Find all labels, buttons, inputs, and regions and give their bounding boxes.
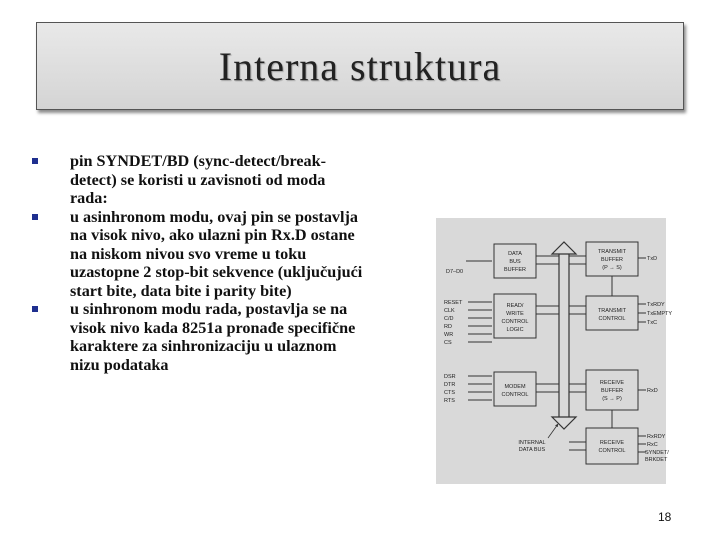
pin-syndet-label: SYNDET/ bbox=[645, 450, 669, 456]
pin-cts-label: CTS bbox=[444, 390, 455, 396]
pin-reset-label: RESET bbox=[444, 300, 463, 306]
pin-rd-label: RD bbox=[444, 324, 452, 330]
transmit-buffer-label-2: BUFFER bbox=[601, 257, 623, 263]
receive-buffer-label-3: (S → P) bbox=[602, 396, 622, 402]
pin-data-label: D7–D0 bbox=[446, 269, 464, 275]
internal-bus-label-2: DATA BUS bbox=[518, 447, 546, 453]
pin-rxd-label: RxD bbox=[647, 388, 658, 394]
pin-wr-label: WR bbox=[444, 332, 454, 338]
data-bus-buffer-label-1: DATA bbox=[508, 251, 522, 257]
page-number: 18 bbox=[658, 510, 672, 524]
title-box bbox=[36, 22, 684, 110]
bullet-item bbox=[26, 300, 366, 374]
bullet-text: u asinhronom modu, ovaj pin se postavlja na visok nivo, ako ulazni pin Rx.D ostane na niskom nivou svo vreme u toku uzastopne 2 stop-bit sekvence (uključujući start bite, data bite i parity bite) bbox=[70, 207, 363, 300]
transmit-control-label-1: TRANSMIT bbox=[597, 308, 627, 314]
pin-txrdy-label: TxRDY bbox=[647, 302, 665, 308]
internal-bus-label-1: INTERNAL bbox=[518, 440, 546, 446]
pin-txc-label: TxC bbox=[647, 320, 658, 326]
bullet-text: u sinhronom modu rada, postavlja se na visok nivo kada 8251a pronađe specifične karaktere za sinhronizaciju u ulaznom nizu podataka bbox=[70, 300, 356, 374]
bullet-item bbox=[26, 152, 366, 208]
square-bullet-icon bbox=[32, 158, 38, 164]
receive-buffer-label-2: BUFFER bbox=[601, 388, 623, 394]
receive-buffer-label-1: RECEIVE bbox=[599, 380, 625, 386]
pin-brkdet-label: BRKDET bbox=[645, 457, 668, 463]
pin-rxrdy-label: RxRDY bbox=[647, 434, 666, 440]
receive-control-label-1: RECEIVE bbox=[599, 440, 625, 446]
pin-cd-label: C/D bbox=[444, 316, 454, 322]
rw-control-label-4: LOGIC bbox=[506, 327, 524, 333]
transmit-control-label-2: CONTROL bbox=[598, 316, 626, 322]
pin-rts-label: RTS bbox=[444, 398, 455, 404]
square-bullet-icon bbox=[32, 306, 38, 312]
pin-txd-label: TxD bbox=[647, 256, 658, 262]
bullet-text: pin SYNDET/BD (sync-detect/break-detect) se koristi u zavisnoti od moda rada: bbox=[70, 152, 327, 207]
pin-rxc-label: RxC bbox=[647, 442, 658, 448]
slide-title: Interna struktura bbox=[218, 43, 502, 89]
rw-control-label-1: READ/ bbox=[506, 303, 524, 309]
pin-cs-label: CS bbox=[444, 340, 452, 346]
modem-control-label-2: CONTROL bbox=[501, 392, 529, 398]
transmit-buffer-label-3: (P → S) bbox=[602, 265, 622, 271]
pin-dsr-label: DSR bbox=[444, 374, 456, 380]
bullet-item bbox=[26, 208, 366, 301]
data-bus-buffer-label-2: BUS bbox=[509, 259, 521, 265]
pin-dtr-label: DTR bbox=[444, 382, 456, 388]
block-diagram-8251a bbox=[436, 218, 673, 484]
square-bullet-icon bbox=[32, 214, 38, 220]
bullet-list bbox=[26, 152, 366, 374]
pin-txempty-label: TxEMPTY bbox=[647, 311, 673, 317]
rw-control-label-3: CONTROL bbox=[501, 319, 529, 325]
receive-control-block bbox=[586, 428, 638, 464]
rw-control-label-2: WRITE bbox=[506, 311, 524, 317]
transmit-buffer-label-1: TRANSMIT bbox=[597, 249, 627, 255]
data-bus-buffer-label-3: BUFFER bbox=[504, 267, 526, 273]
modem-control-label-1: MODEM bbox=[504, 384, 526, 390]
receive-control-label-2: CONTROL bbox=[598, 448, 626, 454]
pin-clk-label: CLK bbox=[444, 308, 455, 314]
